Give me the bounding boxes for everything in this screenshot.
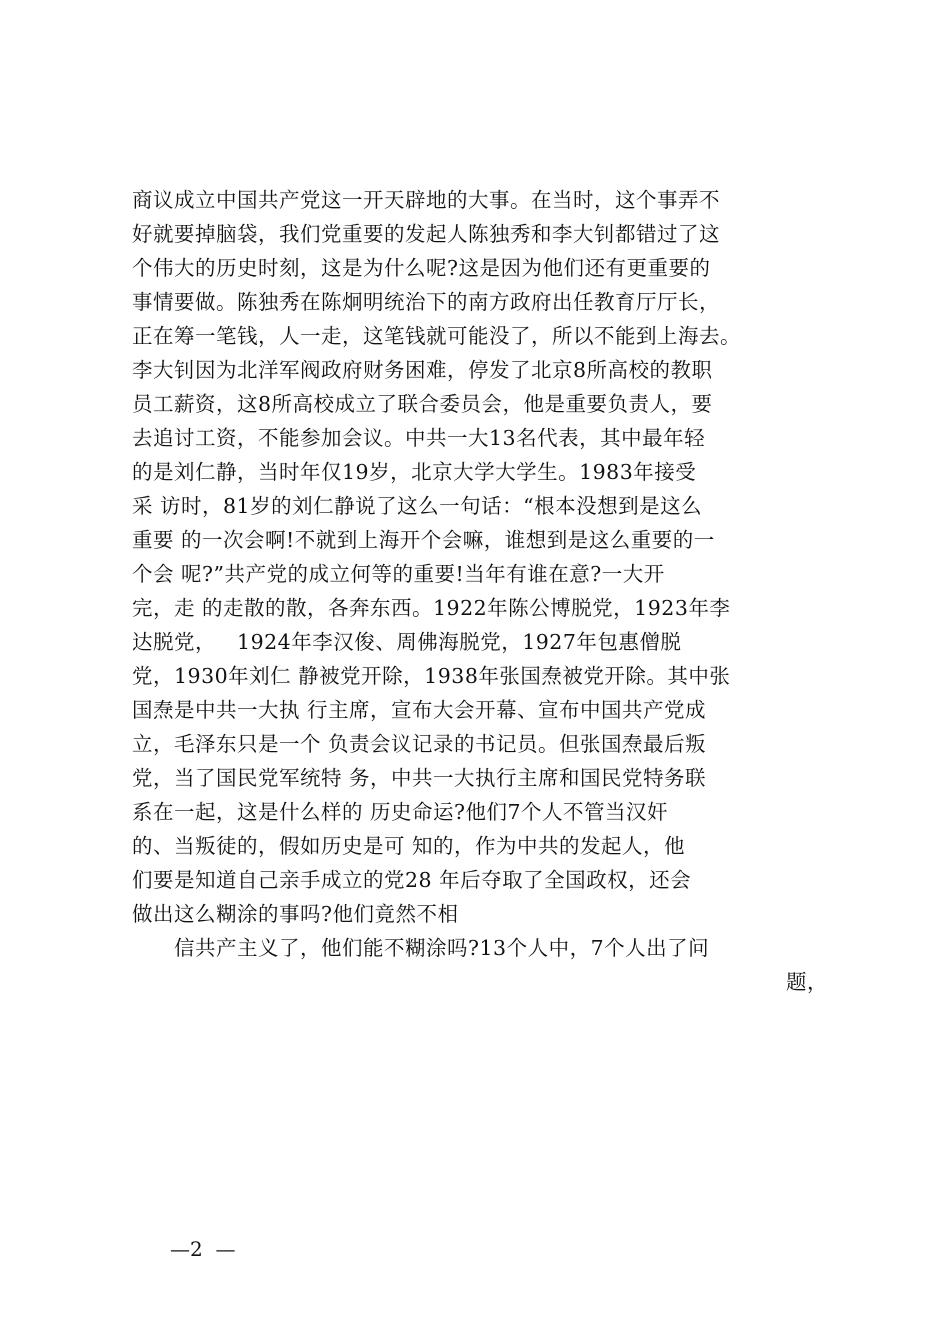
- text-line: 商议成立中国共产党这一开天辟地的大事。在当时，这个事弄不: [132, 188, 720, 212]
- text-line: 去追讨工资，不能参加会议。中共一大13名代表，其中最年轻: [132, 426, 706, 450]
- text-line: 国焘是中共一大执 行主席，宣布大会开幕、宣布中国共产党成: [132, 698, 707, 722]
- text-line: 重要 的一次会啊!不就到上海开个会嘛，谁想到是这么重要的一: [132, 528, 715, 552]
- page-number: —2 —: [170, 1237, 236, 1261]
- text-line: 党，1930年刘仁 静被党开除，1938年张国焘被党开除。其中张: [132, 664, 731, 688]
- text-line: 达脱党， 1924年李汉俊、周佛海脱党，1927年包惠僧脱: [132, 630, 682, 654]
- text-line: 系在一起，这是什么样的 历史命运?他们7个人不管当汉奸: [132, 800, 669, 824]
- indented-text-line: 信共产主义了，他们能不糊涂吗?13个人中，7个人出了问: [174, 936, 710, 960]
- text-line: 好就要掉脑袋，我们党重要的发起人陈独秀和李大钊都错过了这: [132, 222, 720, 246]
- text-line: 完，走 的走散的散，各奔东西。1922年陈公博脱党，1923年李: [132, 596, 731, 620]
- text-line: 个会 呢?”共产党的成立何等的重要!当年有谁在意?一大开: [132, 562, 665, 586]
- text-line: 们要是知道自己亲手成立的党28 年后夺取了全国政权，还会: [132, 868, 692, 892]
- text-line: 立，毛泽东只是一个 负责会议记录的书记员。但张国焘最后叛: [132, 732, 707, 756]
- text-line: 的、当叛徒的，假如历史是可 知的，作为中共的发起人，他: [132, 834, 686, 858]
- text-line: 党，当了国民党军统特 务，中共一大执行主席和国民党特务联: [132, 766, 707, 790]
- text-line: 采 访时，81岁的刘仁静说了这么一句话：“根本没想到是这么: [132, 494, 703, 518]
- text-line: 的是刘仁静，当时年仅19岁，北京大学大学生。1983年接受: [132, 460, 697, 484]
- body-text: [132, 183, 852, 999]
- text-line: 做出这么糊涂的事吗?他们竟然不相: [132, 902, 459, 926]
- tail-text-line: 题，: [786, 970, 828, 994]
- text-line: 李大钊因为北洋军阀政府财务困难，停发了北京8所高校的教职: [132, 358, 713, 382]
- text-line: 事情要做。陈独秀在陈炯明统治下的南方政府出任教育厅厅长，: [132, 290, 720, 314]
- text-line: 员工薪资，这8所高校成立了联合委员会，他是重要负责人，要: [132, 392, 713, 416]
- text-line: 正在筹一笔钱，人一走，这笔钱就可能没了，所以不能到上海去。: [132, 324, 741, 348]
- text-line: 个伟大的历史时刻，这是为什么呢?这是因为他们还有更重要的: [132, 256, 711, 280]
